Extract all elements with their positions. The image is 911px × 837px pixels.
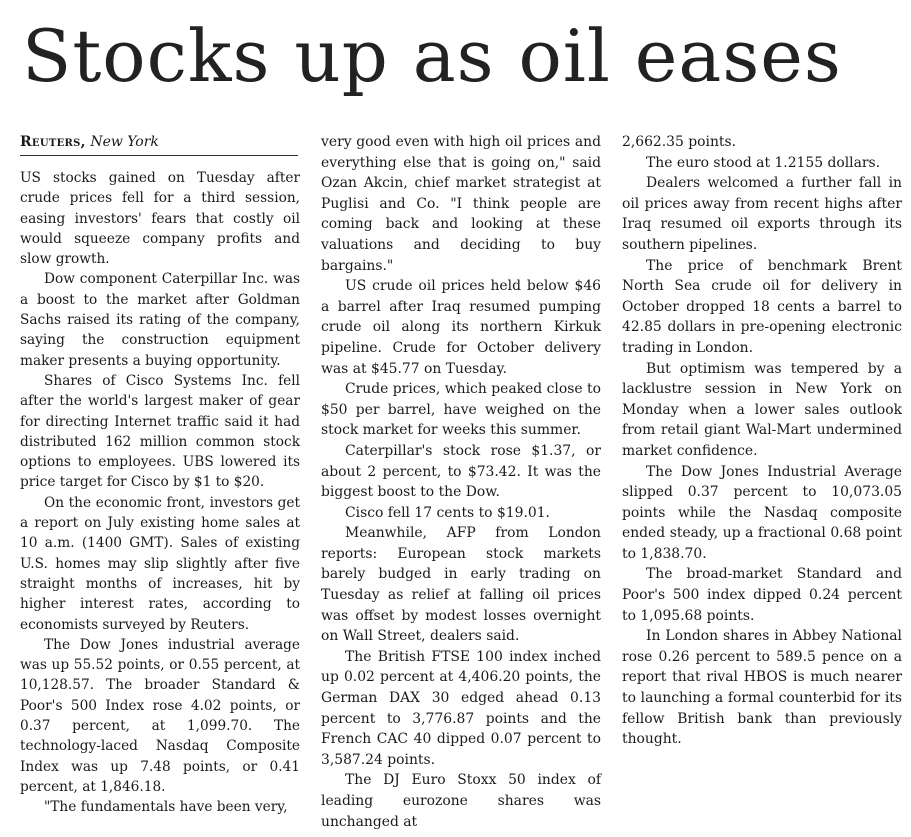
headline: Stocks up as oil eases: [22, 14, 842, 98]
article-paragraph: In London shares in Abbey National rose 0.26 percent to 589.5 pence on a report that rival HBOS is much nearer to launching a formal counterbid for its fellow British bank than previously thought.: [622, 628, 902, 748]
article-paragraph: The euro stood at 1.2155 dollars.: [646, 154, 881, 171]
article-paragraph: 2,662.35 points.: [622, 134, 737, 150]
article-paragraph: very good even with high oil prices and everything else that is going on," said Ozan Akcin, chief market strategist at Puglisi and Co. "I think people are coming back and looking at these valuations and deciding to buy bargains.": [321, 134, 601, 274]
article-paragraph: Cisco fell 17 cents to $19.01.: [345, 504, 550, 521]
article-column-3: [622, 132, 902, 750]
article-paragraph: The broad-market Standard and Poor's 500 index dipped 0.24 percent to 1,095.68 points.: [622, 566, 902, 624]
byline-source: Reuters,: [20, 134, 86, 150]
article-paragraph: But optimism was tempered by a lacklustre session in New York on Monday when a lower sales outlook from retail giant Wal-Mart undermined market confidence.: [622, 360, 902, 459]
article-paragraph: The British FTSE 100 index inched up 0.02 percent at 4,406.20 points, the German DAX 30 edged ahead 0.13 percent to 3,776.87 points and the French CAC 40 dipped 0.07 percent to 3,587.24 points.: [321, 648, 601, 768]
article-paragraph: The Dow Jones Industrial Average slipped 0.37 percent to 10,073.05 points while the Nasdaq composite ended steady, up a fractional 0.68 point to 1,838.70.: [622, 463, 902, 562]
article-paragraph: US crude oil prices held below $46 a barrel after Iraq resumed pumping crude oil along its northern Kirkuk pipeline. Crude for October delivery was at $45.77 on Tuesday.: [321, 278, 601, 377]
article-paragraph: The DJ Euro Stoxx 50 index of leading eurozone shares was unchanged at: [321, 772, 601, 830]
article-paragraph: On the economic front, investors get a report on July existing home sales at 10 a.m. (1400 GMT). Sales of existing U.S. homes may slip slightly after five straight months of increases, hit by higher interest rates, according to economists surveyed by Reuters.: [20, 494, 300, 633]
byline-city: New York: [90, 134, 159, 150]
article-paragraph: Caterpillar's stock rose $1.37, or about 2 percent, to $73.42. It was the biggest boost to the Dow.: [321, 442, 601, 501]
article-paragraph: Shares of Cisco Systems Inc. fell after the world's largest maker of gear for directing Internet traffic said it had distributed 162 million common stock options to employees. UBS lowered its price target for Cisco by $1 to $20.: [20, 372, 300, 491]
article-paragraph: "The fundamentals have been very,: [44, 799, 288, 816]
article-paragraph: Dow component Caterpillar Inc. was a boost to the market after Goldman Sachs raised its rating of the company, saying the construction equipment maker presents a buying opportunity.: [20, 271, 300, 369]
article-column-2: [321, 132, 601, 832]
dateline: [20, 132, 298, 156]
article-column-1: [20, 132, 300, 818]
article-paragraph: The price of benchmark Brent North Sea crude oil for delivery in October dropped 18 cents a barrel to 42.85 dollars in pre-opening electronic trading in London.: [622, 257, 902, 356]
article-paragraph: The Dow Jones industrial average was up 55.52 points, or 0.55 percent, at 10,128.57. The broader Standard & Poor's 500 Index rose 4.02 points, or 0.37 percent, at 1,099.70. The technology-laced Nasdaq Composite Index was up 7.48 points, or 0.41 percent, at 1,846.18.: [20, 636, 300, 795]
article-paragraph: Dealers welcomed a further fall in oil prices away from recent highs after Iraq resumed oil exports through its southern pipelines.: [622, 175, 902, 253]
article-paragraph: US stocks gained on Tuesday after crude prices fell for a third session, easing investors' fears that costly oil would squeeze company profits and slow growth.: [20, 170, 300, 268]
article-paragraph: Crude prices, which peaked close to $50 per barrel, have weighed on the stock market for weeks this summer.: [321, 381, 601, 439]
article-paragraph: Meanwhile, AFP from London reports: European stock markets barely budged in early trading on Tuesday as relief at falling oil prices was offset by modest losses overnight on Wall Street, dealers said.: [321, 525, 601, 645]
